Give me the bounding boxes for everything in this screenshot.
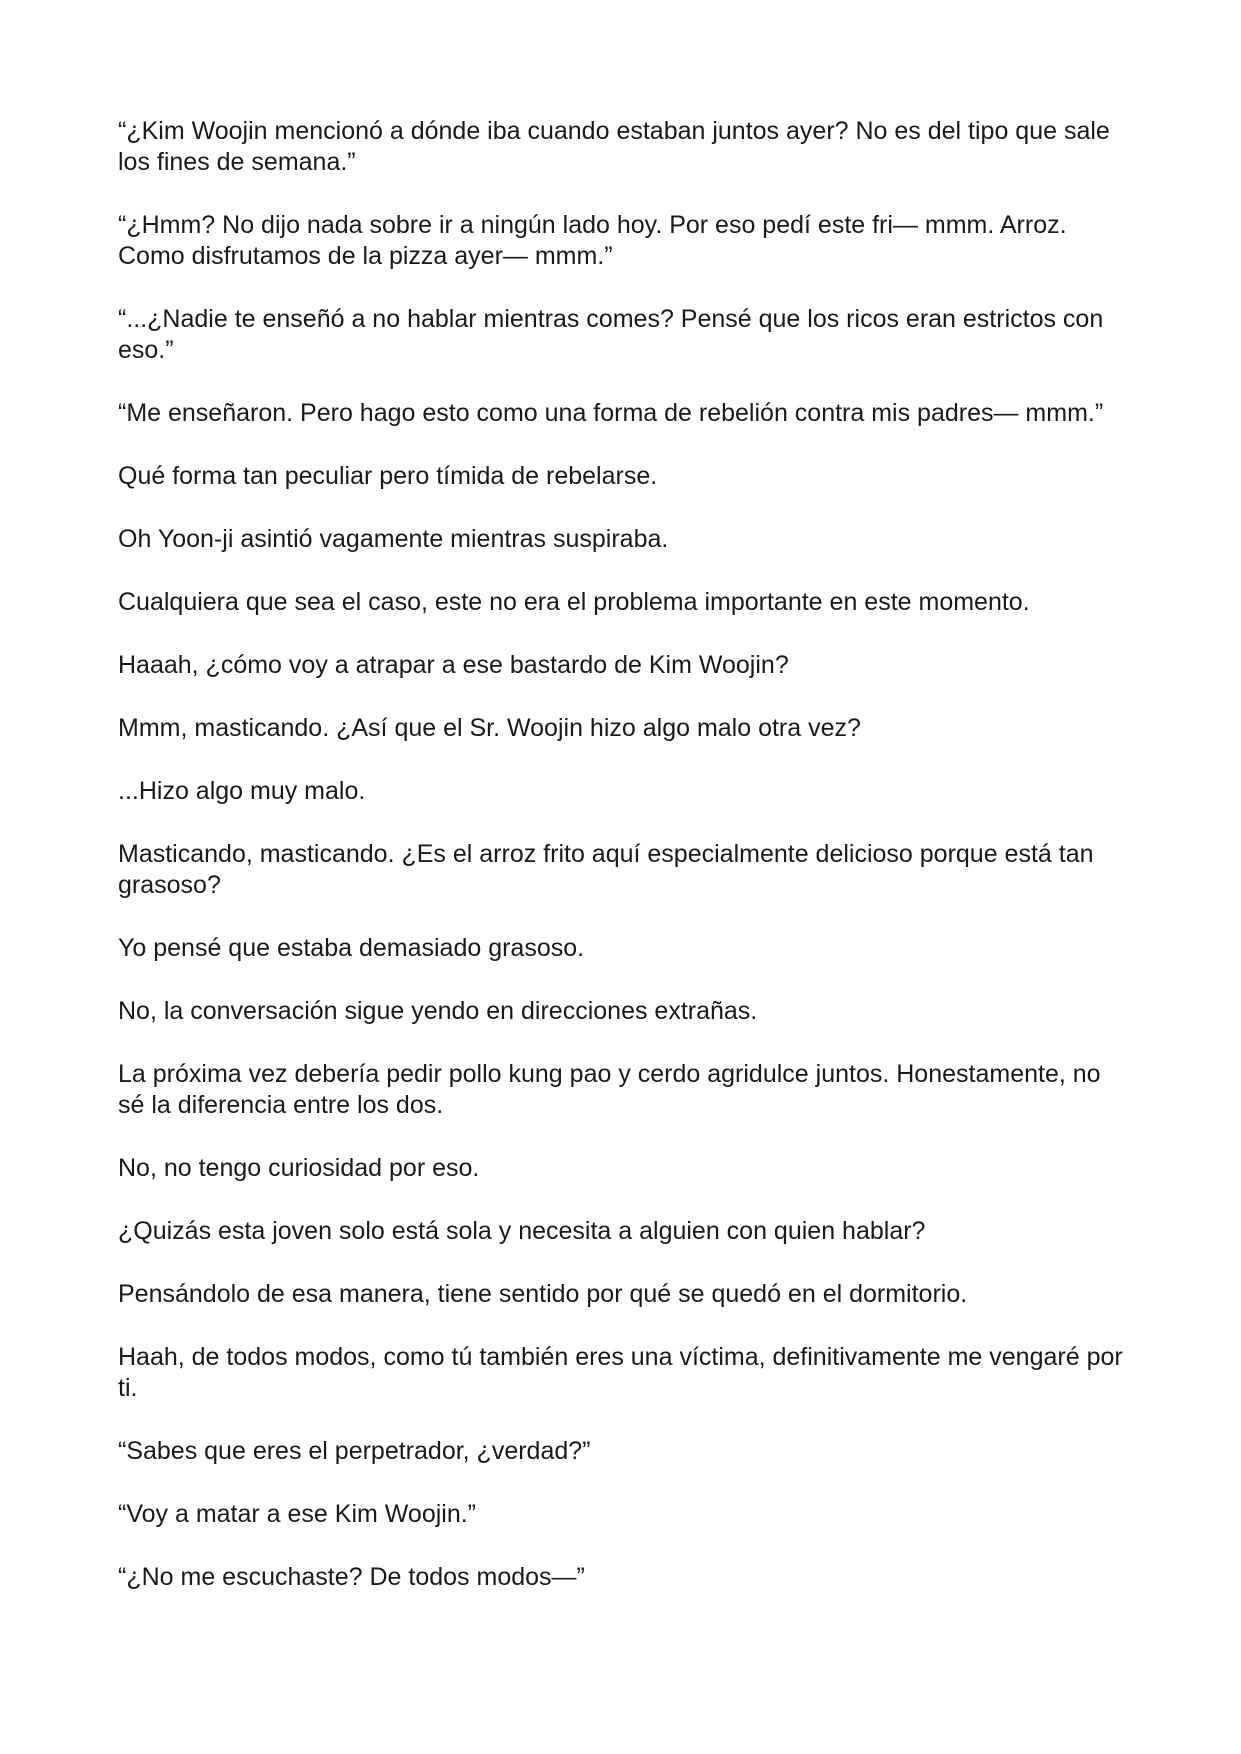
paragraph-4: “Me enseñaron. Pero hago esto como una forma de rebelión contra mis padres— mmm.” — [118, 399, 1104, 427]
paragraph-19: “Sabes que eres el perpetrador, ¿verdad?” — [118, 1437, 591, 1465]
paragraph-7: Cualquiera que sea el caso, este no era el problema importante en este momento. — [118, 588, 1030, 616]
paragraph-14: La próxima vez debería pedir pollo kung pao y cerdo agridulce juntos. Honestamente, no sé la diferencia entre los dos. — [118, 1060, 1101, 1119]
paragraph-16: ¿Quizás esta joven solo está sola y necesita a alguien con quien hablar? — [118, 1217, 926, 1245]
paragraph-10: ...Hizo algo muy malo. — [118, 777, 366, 805]
paragraph-20: “Voy a matar a ese Kim Woojin.” — [118, 1500, 477, 1528]
paragraph-18: Haah, de todos modos, como tú también eres una víctima, definitivamente me vengaré por ti. — [118, 1343, 1123, 1402]
paragraph-12: Yo pensé que estaba demasiado grasoso. — [118, 934, 585, 962]
paragraph-6: Oh Yoon-ji asintió vagamente mientras suspiraba. — [118, 525, 669, 553]
paragraph-21: “¿No me escuchaste? De todos modos—” — [118, 1563, 585, 1591]
paragraph-1: “¿Kim Woojin mencionó a dónde iba cuando estaban juntos ayer? No es del tipo que sale los fines de semana.” — [118, 117, 1110, 176]
document-body — [118, 116, 1128, 1625]
paragraph-15: No, no tengo curiosidad por eso. — [118, 1154, 480, 1182]
paragraph-13: No, la conversación sigue yendo en direcciones extrañas. — [118, 997, 758, 1025]
paragraph-11: Masticando, masticando. ¿Es el arroz frito aquí especialmente delicioso porque está tan grasoso? — [118, 840, 1094, 899]
paragraph-8: Haaah, ¿cómo voy a atrapar a ese bastardo de Kim Woojin? — [118, 651, 789, 679]
paragraph-3: “...¿Nadie te enseñó a no hablar mientras comes? Pensé que los ricos eran estrictos con eso.” — [118, 305, 1104, 364]
paragraph-5: Qué forma tan peculiar pero tímida de rebelarse. — [118, 462, 658, 490]
paragraph-9: Mmm, masticando. ¿Así que el Sr. Woojin hizo algo malo otra vez? — [118, 714, 861, 742]
paragraph-17: Pensándolo de esa manera, tiene sentido por qué se quedó en el dormitorio. — [118, 1280, 968, 1308]
paragraph-2: “¿Hmm? No dijo nada sobre ir a ningún lado hoy. Por eso pedí este fri— mmm. Arroz. Como disfrutamos de la pizza ayer— mmm.” — [118, 211, 1067, 270]
